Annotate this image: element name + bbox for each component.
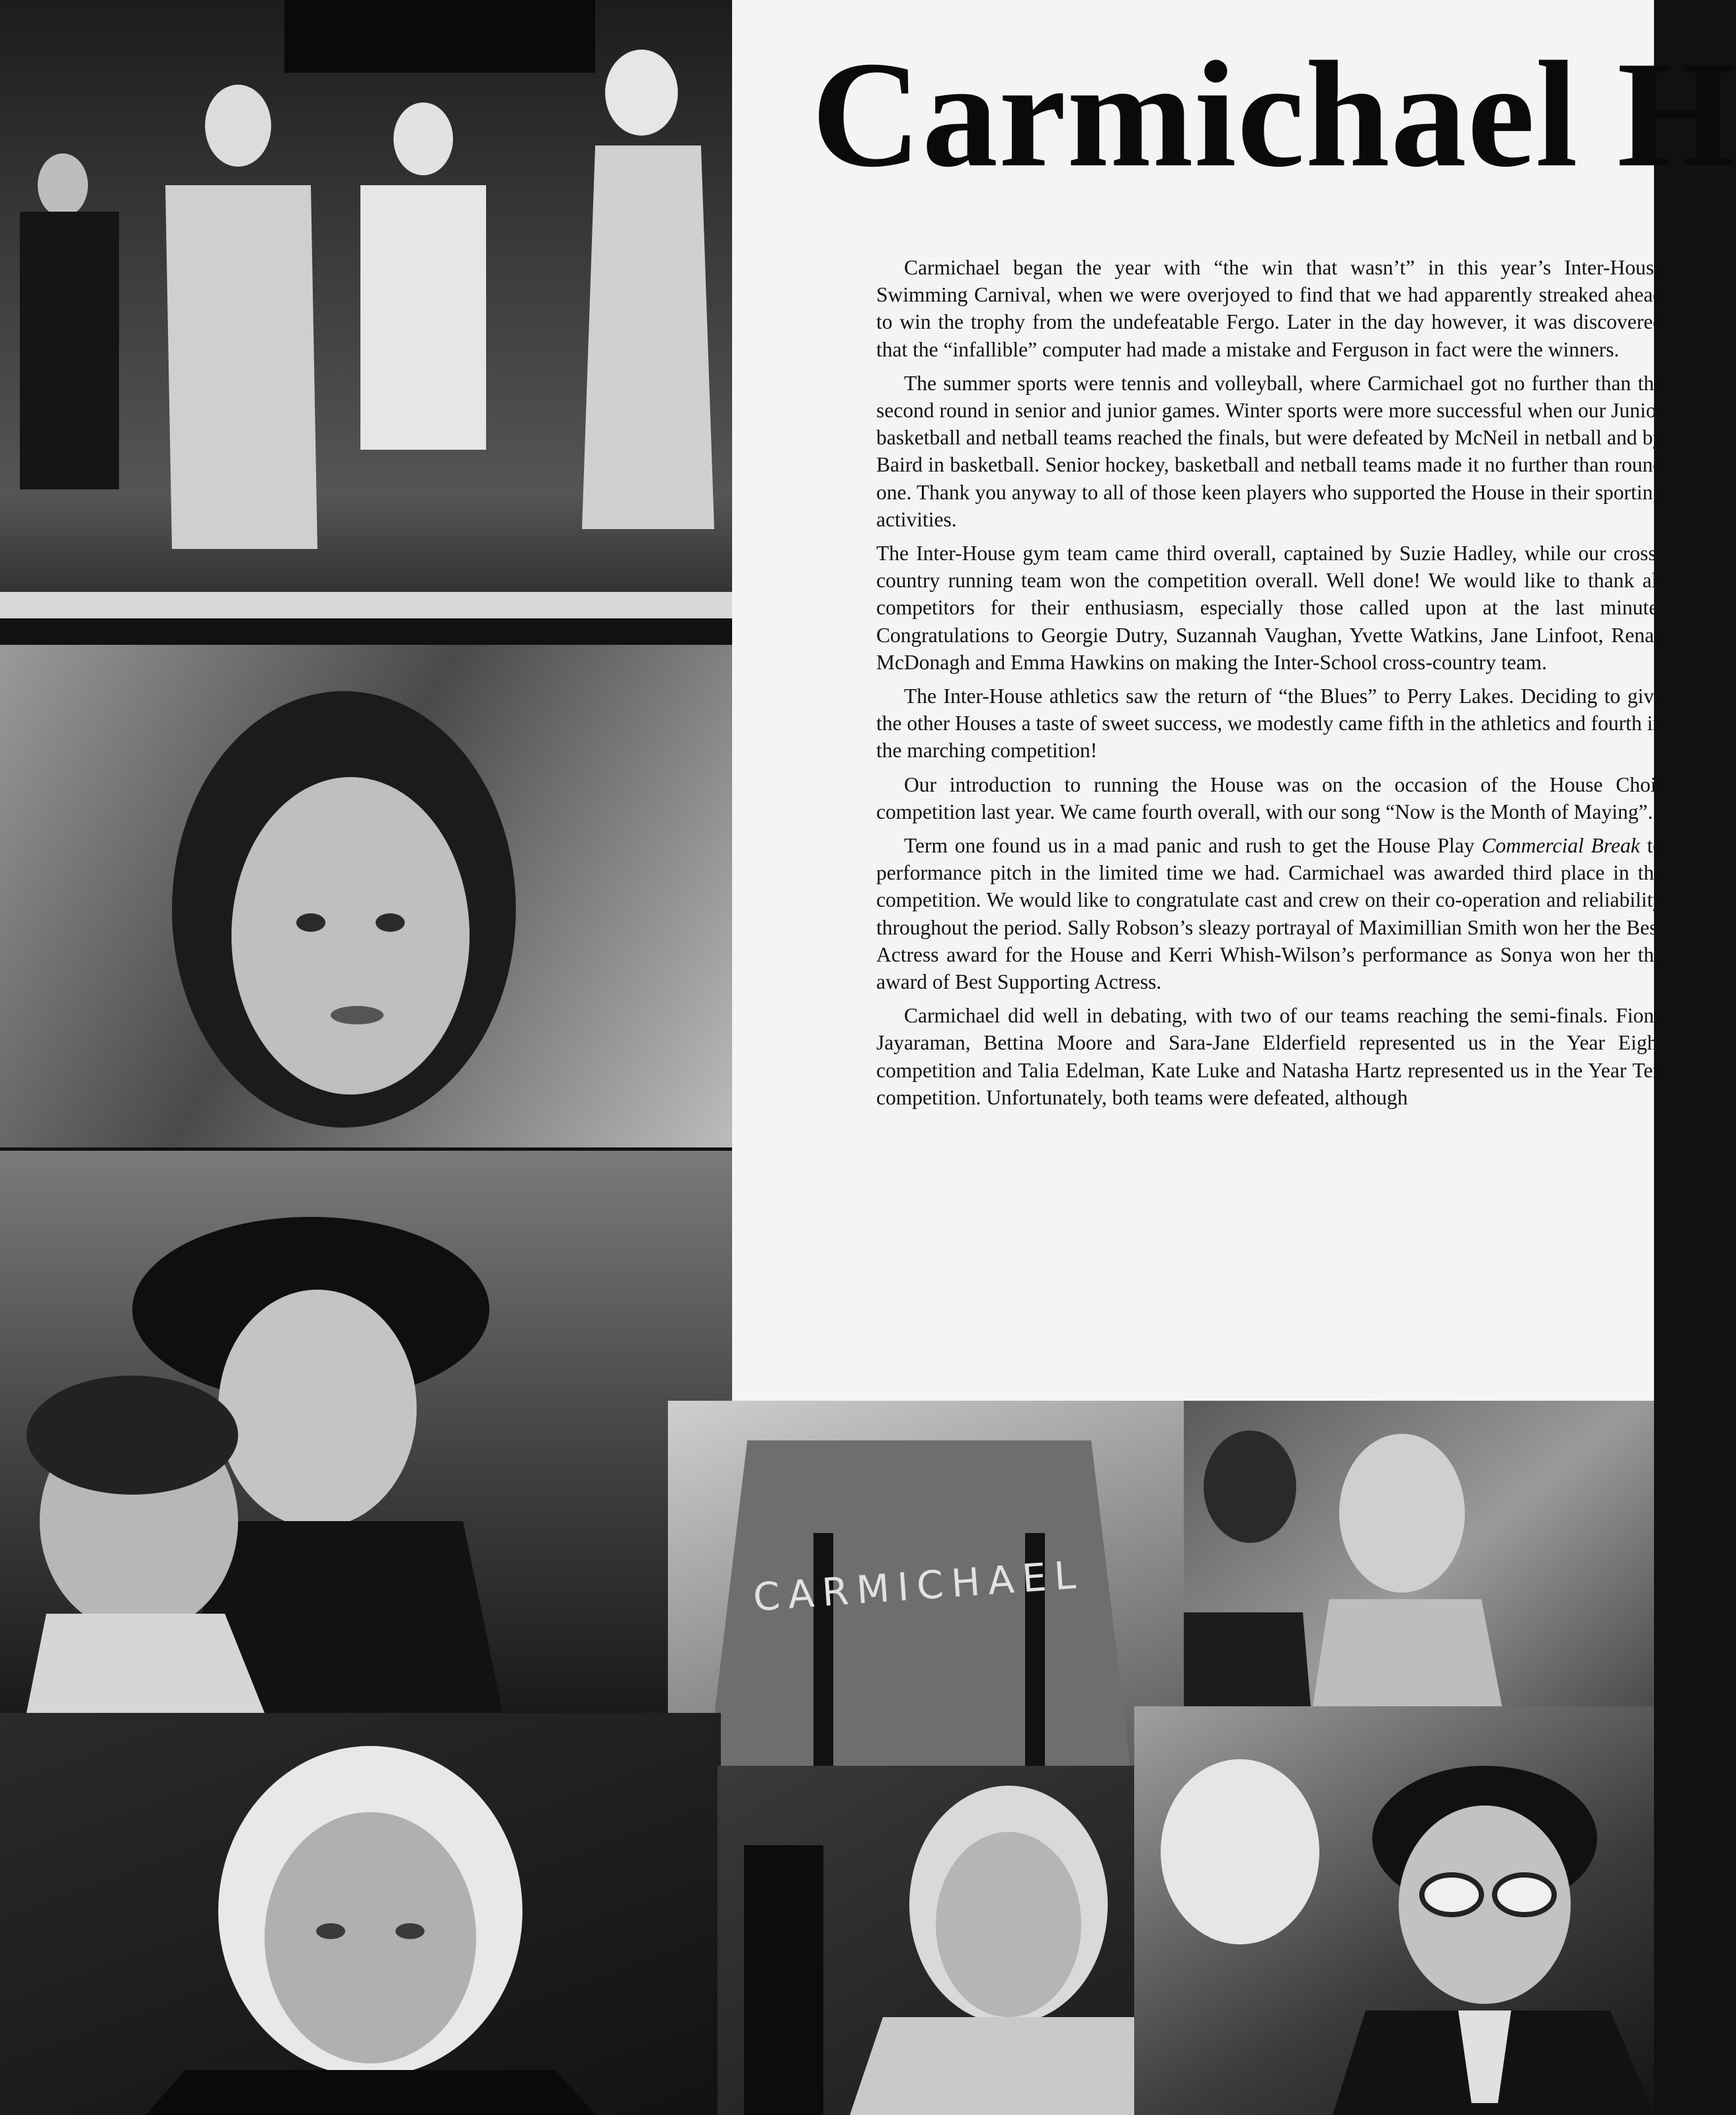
paragraph-athletics: The Inter-House athletics saw the return of “the Blues” to Perry Lakes. Deciding to give the other Houses a taste of sweet success, we modestly came fifth in the athletics and fourth in the marching competition! bbox=[876, 684, 1663, 763]
sunglasses-girl-photo bbox=[1134, 1706, 1654, 2115]
paragraph-choir: Our introduction to running the House was on the occasion of the House Choir competition last year. We came fourth overall, with our song “Now is the Month of Maying”. bbox=[876, 772, 1663, 823]
paragraph-debating: Carmichael did well in debating, with two of our teams reaching the semi-finals. Fiona Jayaraman, Bettina Moore and Sara-Jane Elderfield represented us in the Year Eight competition and Talia Edelman, Kate Luke and Natasha Hartz represented us in the Year Ten competition. Unfortunately, both teams were defeated, although bbox=[876, 1004, 1663, 1109]
eating-girl-photo bbox=[718, 1766, 1141, 2115]
play-title: Commercial Break bbox=[1481, 834, 1640, 858]
stage-performers-photo bbox=[0, 0, 732, 618]
paragraph-swimming: Carmichael began the year with “the win that wasn’t” in this year’s Inter-House Swimming Carnival, when we were overjoyed to find that we had apparently streaked ahead to win the trophy from the undefeatable Fergo. Later in the day however, it was discovered that the “infallible” computer had made a mistake and Ferguson in fact were the winners. bbox=[876, 256, 1663, 361]
paragraph-house-play bbox=[876, 832, 1663, 995]
back-writing-text: CARMICHAEL bbox=[751, 1552, 1085, 1620]
page-title: Carmichael H bbox=[811, 30, 1736, 198]
girl-hat-boy-photo bbox=[0, 1151, 732, 1713]
house-play-text-end: to performance pitch in the limited time we had. Carmichael was awarded third place in the competition. We would like to congratulate cast and crew on their co-operation and reliability throughout the period. Sally Robson’s sleazy portrayal of Maximillian Smith won her the Best Actress award for the House and Kerri Whish-Wilson’s performance as Sonya won her the award of Best Supporting Actress. bbox=[876, 834, 1663, 994]
house-play-text-start: Term one found us in a mad panic and rush to get the House Play bbox=[904, 834, 1482, 858]
girl-portrait-photo bbox=[0, 645, 732, 1147]
article-body bbox=[876, 254, 1663, 1118]
paragraph-summer-sports: The summer sports were tennis and volleyball, where Carmichael got no further than the second round in senior and junior games. Winter sports were more successful when our Junior basketball and netball teams reached the finals, but were defeated by McNeil in netball and by Baird in basketball. Senior hockey, basketball and netball teams made it no further than round one. Thank you anyway to all of those keen players who supported the House in their sporting activities. bbox=[876, 371, 1663, 531]
article-panel bbox=[732, 0, 1736, 1401]
back-writing-photo bbox=[668, 1401, 1190, 1771]
paragraph-gym-cross-country: The Inter-House gym team came third overall, captained by Suzie Hadley, while our cross-country running team won the competition overall. Well done! We would like to thank all competitors for their enthusiasm, especially those called upon at the last minute. Congratulations to Georgie Dutry, Suzannah Vaughan, Yvette Watkins, Jane Linfoot, Renae McDonagh and Emma Hawkins on making the Inter-School cross-country team. bbox=[876, 542, 1663, 674]
blonde-girl-photo bbox=[0, 1713, 721, 2115]
